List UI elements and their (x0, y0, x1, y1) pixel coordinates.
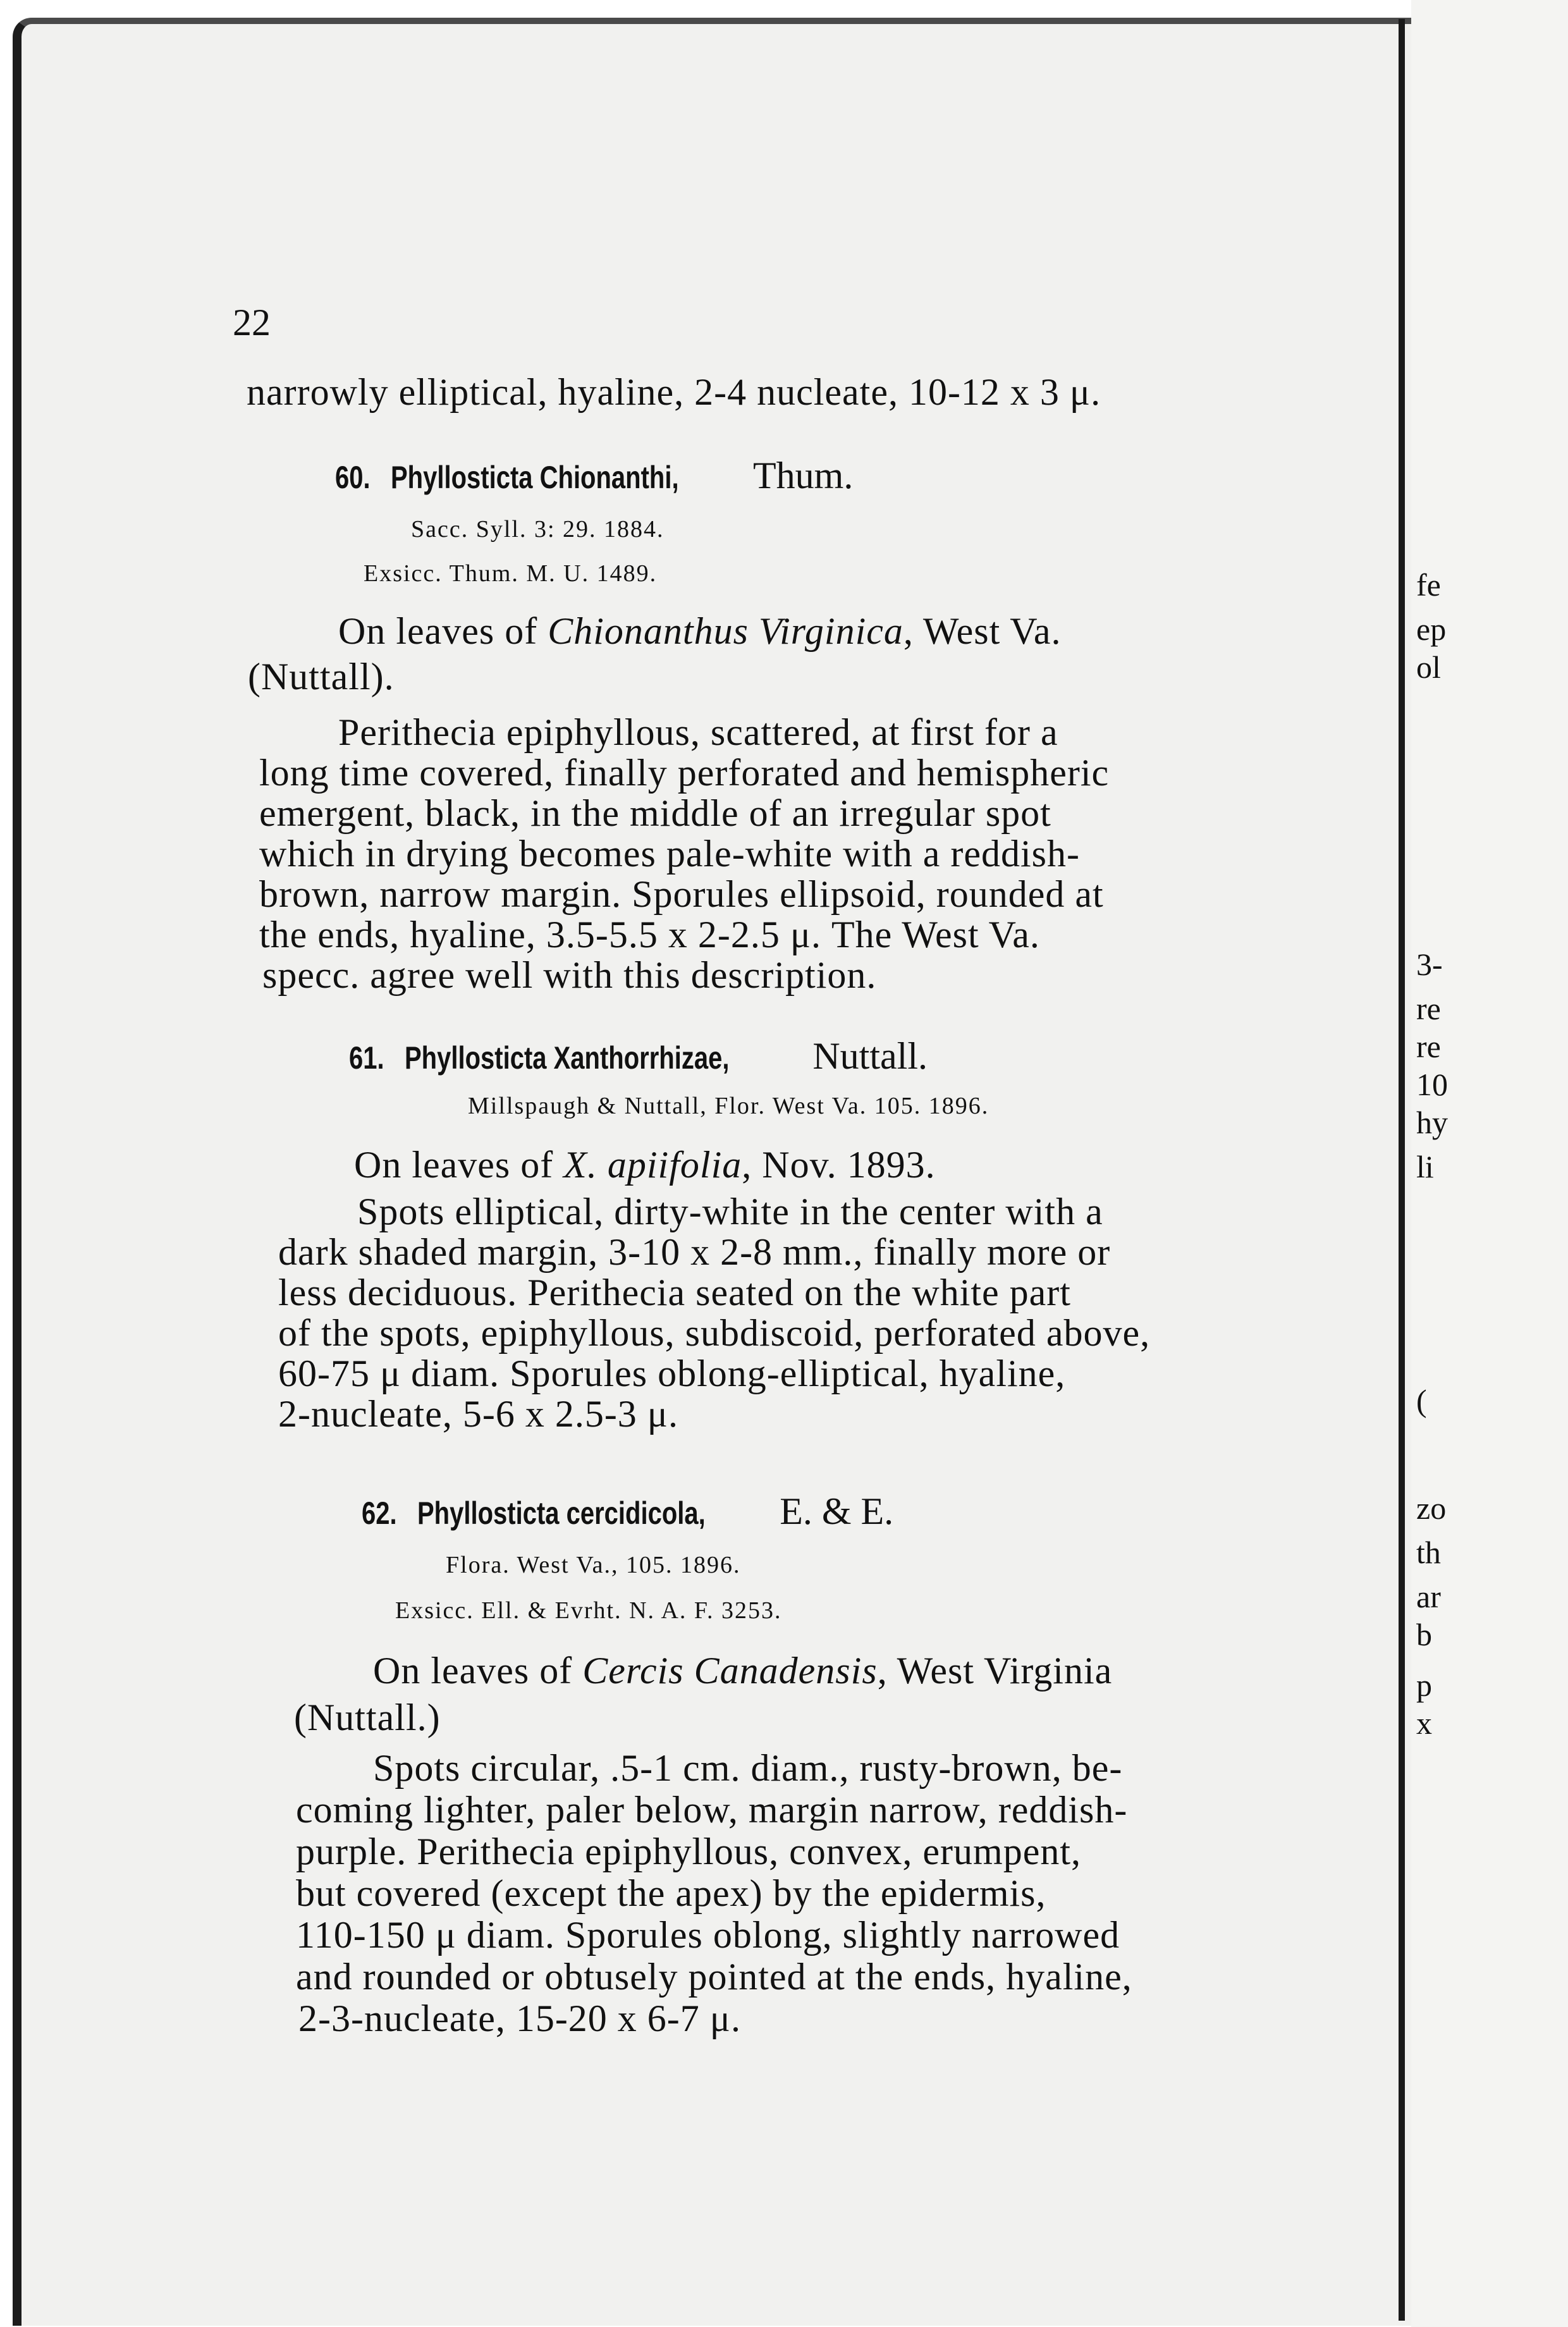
reference-line: Millspaugh & Nuttall, Flor. West Va. 105. 1896. (468, 1093, 989, 1119)
entry-heading (362, 1492, 893, 1530)
entry-number: 61. (349, 1040, 384, 1076)
habitat-line: On leaves of Chionanthus Virginica, West Va. (338, 610, 1062, 652)
fragment-text: re (1416, 991, 1441, 1026)
fragment-text: x (1416, 1705, 1432, 1741)
fragment-text: li (1416, 1149, 1434, 1184)
fragment-text: zo (1416, 1490, 1447, 1526)
description-line: 60-75 μ diam. Sporules oblong-elliptical, hyaline, (278, 1353, 1066, 1394)
description-line: 2-nucleate, 5-6 x 2.5-3 μ. (278, 1393, 678, 1435)
description-line: coming lighter, paler below, margin narrow, reddish- (296, 1789, 1128, 1831)
fragment-text: ar (1416, 1579, 1441, 1614)
fragment-text: b (1416, 1617, 1432, 1652)
description-line: purple. Perithecia epiphyllous, convex, erumpent, (296, 1831, 1081, 1872)
fragment-text: hy (1416, 1105, 1448, 1140)
entry-number: 62. (362, 1495, 397, 1531)
description-line: less deciduous. Perithecia seated on the white part (278, 1272, 1071, 1313)
description-line: dark shaded margin, 3-10 x 2-8 mm., finally more or (278, 1231, 1111, 1273)
fragment-text: ep (1416, 611, 1447, 647)
description-line: Spots elliptical, dirty-white in the center with a (357, 1191, 1103, 1232)
description-line: which in drying becomes pale-white with a reddish- (259, 833, 1080, 875)
entry-heading (349, 1037, 928, 1075)
description-line: Perithecia epiphyllous, scattered, at first for a (338, 711, 1058, 753)
reference-line: Flora. West Va., 105. 1896. (446, 1552, 741, 1578)
fragment-text: 3- (1416, 947, 1443, 982)
species-author: E. & E. (780, 1490, 894, 1532)
description-line: the ends, hyaline, 3.5-5.5 x 2-2.5 μ. The West Va. (259, 914, 1040, 955)
description-line: specc. agree well with this description. (262, 954, 877, 996)
description-line: and rounded or obtusely pointed at the ends, hyaline, (296, 1956, 1132, 1998)
fragment-text: ol (1416, 649, 1441, 685)
fragment-text: re (1416, 1029, 1441, 1064)
continuation-line: narrowly elliptical, hyaline, 2-4 nucleate, 10-12 x 3 μ. (247, 371, 1101, 413)
fragment-text: ( (1416, 1383, 1427, 1418)
habitat-line: (Nuttall.) (294, 1697, 441, 1738)
habitat-line: (Nuttall). (248, 656, 395, 697)
fragment-text: th (1416, 1535, 1441, 1570)
reference-line: Sacc. Syll. 3: 29. 1884. (411, 516, 665, 543)
facing-page-fragment (1411, 0, 1568, 2327)
entry-heading (335, 457, 853, 494)
description-line: emergent, black, in the middle of an irregular spot (259, 792, 1051, 834)
fragment-text: fe (1416, 567, 1441, 603)
species-name: Phyllosticta cercidicola, (417, 1495, 706, 1531)
species-name: Phyllosticta Chionanthi, (390, 460, 679, 495)
description-line: long time covered, finally perforated and hemispheric (259, 752, 1110, 794)
fragment-text: 10 (1416, 1067, 1448, 1102)
description-line: but covered (except the apex) by the epidermis, (296, 1872, 1046, 1914)
habitat-line: On leaves of X. apiifolia, Nov. 1893. (354, 1144, 936, 1186)
species-name: Phyllosticta Xanthorrhizae, (404, 1040, 729, 1076)
fragment-text: p (1416, 1667, 1432, 1703)
page-number: 22 (233, 302, 271, 343)
species-author: Nuttall. (812, 1035, 928, 1077)
description-line: of the spots, epiphyllous, subdiscoid, perforated above, (278, 1312, 1151, 1354)
habitat-line: On leaves of Cercis Canadensis, West Virginia (373, 1650, 1113, 1692)
reference-line: Exsicc. Thum. M. U. 1489. (364, 560, 658, 587)
species-author: Thum. (753, 455, 854, 496)
description-line: 110-150 μ diam. Sporules oblong, slightly narrowed (296, 1914, 1120, 1956)
description-line: 2-3-nucleate, 15-20 x 6-7 μ. (298, 1998, 741, 2039)
description-line: Spots circular, .5-1 cm. diam., rusty-brown, be- (373, 1747, 1123, 1789)
description-line: brown, narrow margin. Sporules ellipsoid, rounded at (259, 873, 1104, 915)
reference-line: Exsicc. Ell. & Evrht. N. A. F. 3253. (395, 1597, 782, 1624)
entry-number: 60. (335, 460, 371, 495)
page-gutter (1399, 19, 1405, 2321)
